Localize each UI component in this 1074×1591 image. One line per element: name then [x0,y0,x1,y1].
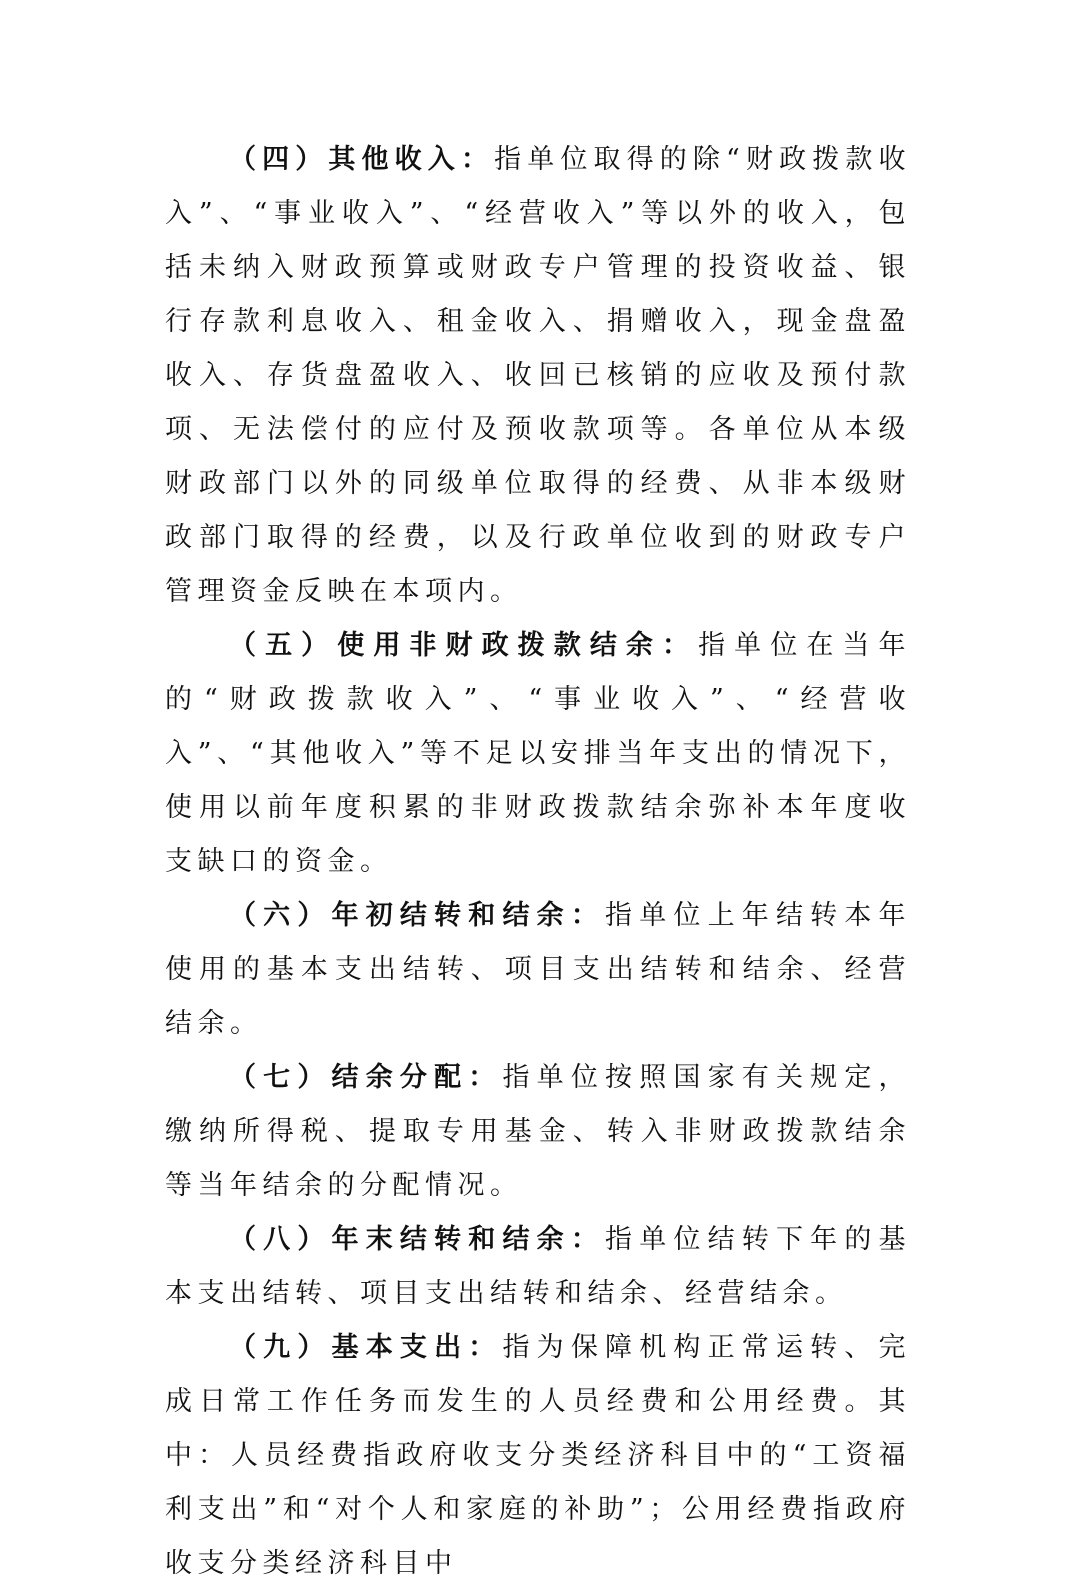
term-heading: （四）其他收入： [229,144,495,175]
paragraph-opening-carryover [165,889,911,1051]
document-body [165,133,911,1591]
paragraph-non-fiscal-surplus-use [165,619,911,889]
term-definition: 指单位在当年的“财政拨款收入”、“事业收入”、“经营收入”、“其他收入”等不足以安排当年支出的情况下，使用以前年度积累的非财政拨款结余弥补本年度收支缺口的资金。 [165,630,912,877]
paragraph-closing-carryover [165,1213,911,1321]
paragraph-basic-expenditure [165,1321,911,1591]
term-heading: （七）结余分配： [229,1062,503,1093]
paragraph-surplus-distribution [165,1051,911,1213]
term-definition: 指单位上年结转本年使用的基本支出结转、项目支出结转和结余、经营结余。 [165,900,912,1039]
term-definition: 指单位取得的除“财政拨款收入”、“事业收入”、“经营收入”等以外的收入，包括未纳入财政预算或财政专户管理的投资收益、银行存款利息收入、租金收入、捐赠收入，现金盘盈收入、存货盘盈收入、收回已核销的应收及预付款项、无法偿付的应付及预收款项等。各单位从本级财政部门以外的同级单位取得的经费、从非本级财政部门取得的经费，以及行政单位收到的财政专户管理资金反映在本项内。 [165,144,911,607]
paragraph-other-income [165,133,911,619]
term-definition: 指单位按照国家有关规定，缴纳所得税、提取专用基金、转入非财政拨款结余等当年结余的分配情况。 [165,1062,912,1201]
term-definition: 指为保障机构正常运转、完成日常工作任务而发生的人员经费和公用经费。其中：人员经费指政府收支分类经济科目中的“工资福利支出”和“对个人和家庭的补助”；公用经费指政府收支分类经济科目中 [165,1332,912,1579]
term-heading: （六）年初结转和结余： [229,900,606,931]
term-definition: 指单位结转下年的基本支出结转、项目支出结转和结余、经营结余。 [165,1224,912,1309]
term-heading: （九）基本支出： [229,1332,503,1363]
term-heading: （八）年末结转和结余： [229,1224,606,1255]
term-heading: （五）使用非财政拨款结余： [229,630,699,661]
